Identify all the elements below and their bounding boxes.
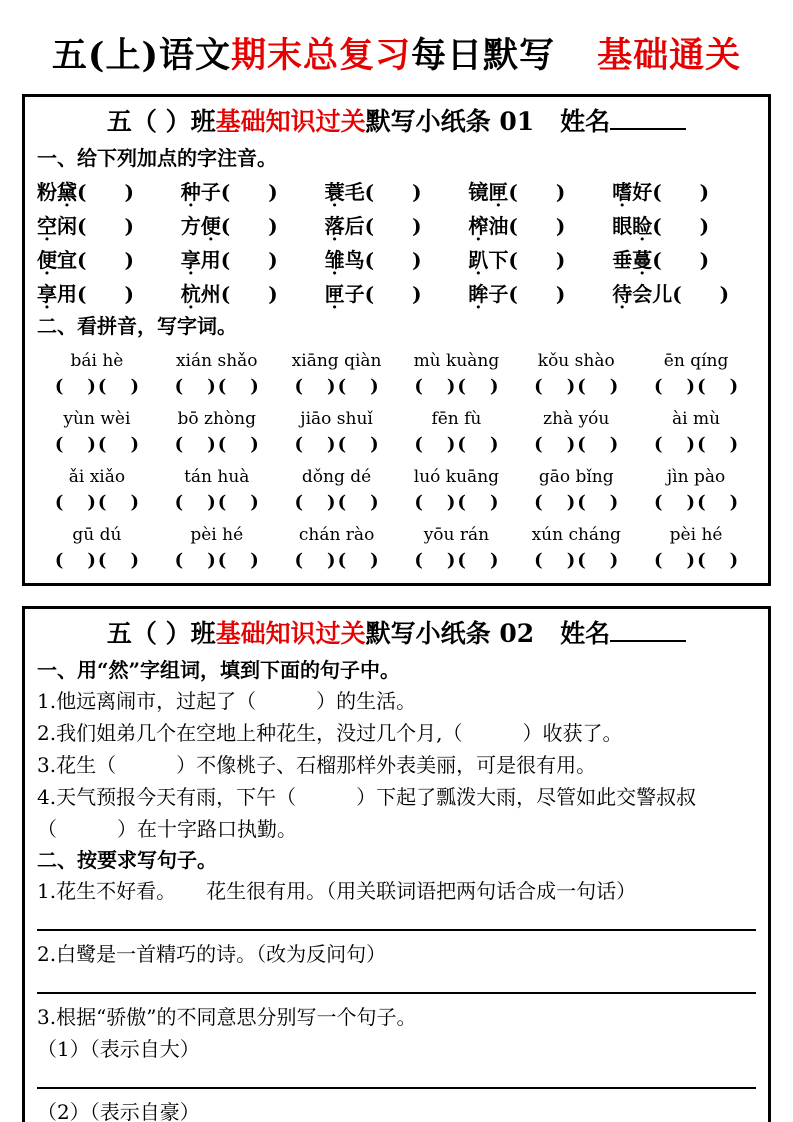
phonetic-answer-blank[interactable]: ( ) [508, 180, 566, 204]
dotted-char: 便 [37, 248, 57, 272]
word-text: 榨油 [468, 214, 509, 238]
phonetic-answer-blank[interactable]: ( ) [364, 282, 422, 306]
word-text: 眼睑 [612, 214, 653, 238]
pinyin-text: zhà yóu [543, 409, 610, 429]
phonetic-answer-blank[interactable]: ( ) [672, 282, 730, 306]
character-blank-pair [516, 549, 636, 573]
character-blank[interactable]: ( ) [654, 376, 696, 397]
character-blank-pair [37, 549, 157, 573]
sentence-task: 3.根据“骄傲”的不同意思分别写一个句子。 [37, 1005, 417, 1029]
word-text: 匣子 [324, 282, 365, 306]
card-02-section-1-heading: 一、用“然”字组词，填到下面的句子中。 [37, 658, 401, 682]
character-blank[interactable]: ( ) [534, 550, 576, 571]
pinyin-text: xián shǎo [175, 351, 258, 371]
character-blank-pair [277, 433, 397, 457]
pinyin-text: jiāo shuǐ [300, 409, 373, 429]
word-text: 便宜 [37, 248, 77, 272]
pinyin-text: xún cháng [531, 525, 621, 545]
phonetic-answer-blank[interactable]: ( ) [508, 214, 566, 238]
word-text: 空闲 [37, 214, 77, 238]
phonetic-answer-blank[interactable]: ( ) [364, 214, 422, 238]
character-blank[interactable]: ( ) [174, 550, 216, 571]
card-01-title [37, 105, 756, 139]
dotted-char: 睑 [632, 214, 653, 238]
phonetic-answer-blank[interactable]: ( ) [364, 180, 422, 204]
pinyin-text: gāo bǐng [538, 467, 614, 487]
character-blank[interactable]: ( ) [97, 376, 139, 397]
title-black-2: 每日默写 [411, 35, 556, 76]
dotted-char: 榨 [468, 214, 489, 238]
phonetic-answer-blank[interactable]: ( ) [77, 180, 134, 204]
word-item [325, 282, 469, 306]
dotted-char: 种 [180, 180, 201, 204]
character-blank[interactable]: ( ) [217, 376, 259, 397]
word-item [612, 214, 756, 238]
character-blank[interactable]: ( ) [217, 492, 259, 513]
word-text: 种子 [180, 180, 221, 204]
character-blank-pair [397, 375, 517, 399]
phonetic-answer-blank[interactable]: ( ) [220, 282, 278, 306]
character-blank-pair [636, 491, 756, 515]
character-blank[interactable]: ( ) [697, 492, 739, 513]
character-blank-pair [37, 375, 157, 399]
pinyin-text: yōu rán [423, 525, 490, 545]
character-blank[interactable]: ( ) [457, 434, 499, 455]
character-blank[interactable]: ( ) [294, 376, 336, 397]
phonetic-answer-blank[interactable]: ( ) [77, 282, 134, 306]
character-blank[interactable]: ( ) [457, 376, 499, 397]
character-blank[interactable]: ( ) [654, 434, 696, 455]
phonetic-answer-blank[interactable]: ( ) [220, 180, 278, 204]
character-blank[interactable]: ( ) [457, 550, 499, 571]
page-title [22, 28, 771, 78]
character-blank[interactable]: ( ) [337, 376, 379, 397]
word-text: 眸子 [468, 282, 509, 306]
character-blank-pair [157, 549, 277, 573]
pinyin-grid [37, 350, 756, 573]
dotted-char: 眸 [468, 282, 489, 306]
word-text: 落后 [324, 214, 365, 238]
card-01-name-label: 姓名 [560, 107, 611, 136]
character-blank[interactable]: ( ) [54, 550, 96, 571]
character-blank[interactable]: ( ) [294, 492, 336, 513]
character-blank-pair [516, 433, 636, 457]
dotted-char: 待 [612, 282, 633, 306]
character-blank[interactable]: ( ) [337, 550, 379, 571]
word-text: 方便 [180, 214, 221, 238]
word-item [181, 214, 325, 238]
pinyin-text: luó kuāng [413, 467, 500, 487]
sentence-task: 2.白鹭是一首精巧的诗。（改为反问句） [37, 942, 387, 966]
dotted-char: 享 [37, 282, 57, 306]
character-blank[interactable]: ( ) [577, 492, 619, 513]
character-blank-pair [397, 549, 517, 573]
character-blank-pair [516, 375, 636, 399]
word-item [468, 248, 612, 272]
phonetic-answer-blank[interactable]: ( ) [652, 214, 710, 238]
phonetic-answer-blank[interactable]: ( ) [652, 180, 710, 204]
word-text: 蓑毛 [324, 180, 365, 204]
dotted-char: 落 [324, 214, 345, 238]
pinyin-text: xiāng qiàn [291, 351, 382, 371]
pinyin-text: bō zhòng [177, 409, 256, 429]
pinyin-row [37, 350, 756, 372]
pinyin-text: pèi hé [669, 525, 723, 545]
word-text: 雏鸟 [324, 248, 365, 272]
character-blank[interactable]: ( ) [697, 550, 739, 571]
card-01-title-rest: 默写小纸条 01 [365, 107, 535, 136]
fill-in-items [37, 685, 756, 845]
character-blank[interactable]: ( ) [217, 550, 259, 571]
pinyin-text: dǒng dé [301, 467, 372, 487]
character-blank[interactable]: ( ) [54, 492, 96, 513]
fill-sentence: 1.他远离闹市，过起了（ ）的生活。 [37, 689, 417, 713]
character-blank-pair [157, 433, 277, 457]
answer-line[interactable] [37, 1065, 756, 1089]
character-blank-pair [37, 433, 157, 457]
word-text: 镜匣 [468, 180, 509, 204]
title-red-2: 基础通关 [597, 35, 742, 76]
character-blank-pair [277, 375, 397, 399]
phonetic-answer-blank[interactable]: ( ) [508, 248, 566, 272]
pinyin-row [37, 524, 756, 546]
character-blank[interactable]: ( ) [577, 434, 619, 455]
dotted-char: 空 [37, 214, 57, 238]
word-item [325, 214, 469, 238]
character-blank-pair [397, 433, 517, 457]
word-item [181, 282, 325, 306]
title-red-1: 期末总复习 [231, 35, 412, 76]
word-item [612, 180, 756, 204]
pinyin-text: mù kuàng [413, 351, 500, 371]
dotted-char: 匣 [488, 180, 509, 204]
card-02-title-rest: 默写小纸条 02 [365, 619, 535, 648]
card-02-name-label: 姓名 [560, 619, 611, 648]
character-blank[interactable]: ( ) [414, 434, 456, 455]
character-blank[interactable]: ( ) [294, 550, 336, 571]
pinyin-text: tán huà [184, 467, 250, 487]
character-blank[interactable]: ( ) [534, 376, 576, 397]
dotted-char: 便 [200, 214, 221, 238]
pinyin-text: fēn fù [431, 409, 482, 429]
pinyin-text: gū dú [72, 525, 122, 545]
card-02-section-2-heading: 二、按要求写句子。 [37, 848, 217, 872]
word-text: 嗜好 [612, 180, 653, 204]
phonetic-answer-blank[interactable]: ( ) [508, 282, 566, 306]
dotted-char: 雏 [324, 248, 345, 272]
character-blank[interactable]: ( ) [414, 492, 456, 513]
pinyin-text: pèi hé [190, 525, 244, 545]
word-text: 享用 [180, 248, 221, 272]
card-01-section-2-heading: 二、看拼音，写字词。 [37, 314, 237, 338]
character-blank[interactable]: ( ) [654, 492, 696, 513]
phonetic-answer-blank[interactable]: ( ) [364, 248, 422, 272]
answer-line[interactable] [37, 907, 756, 931]
worksheet-card-02 [22, 606, 771, 1122]
character-blank[interactable]: ( ) [577, 376, 619, 397]
pinyin-text: chán rào [298, 525, 375, 545]
character-blank-pair [277, 549, 397, 573]
card-01-name-blank[interactable] [610, 110, 686, 130]
pinyin-text: kǒu shào [537, 351, 615, 371]
dotted-char: 趴 [468, 248, 489, 272]
character-blank[interactable]: ( ) [294, 434, 336, 455]
phonetic-answer-blank[interactable]: ( ) [77, 248, 134, 272]
pinyin-text: ēn qíng [663, 351, 729, 371]
dotted-char: 黛 [57, 180, 77, 204]
word-item [468, 214, 612, 238]
character-blank[interactable]: ( ) [414, 550, 456, 571]
sentence-task: （2）（表示自豪） [37, 1100, 200, 1122]
word-grid [37, 180, 756, 306]
character-blank-row [37, 375, 756, 399]
character-blank[interactable]: ( ) [534, 492, 576, 513]
word-text: 杭州 [180, 282, 221, 306]
card-01-class-blank: 五（ ）班 [106, 107, 216, 136]
pinyin-text: ài mù [672, 409, 721, 429]
character-blank[interactable]: ( ) [534, 434, 576, 455]
word-item [37, 214, 181, 238]
dotted-char: 匣 [324, 282, 345, 306]
word-item [181, 248, 325, 272]
character-blank[interactable]: ( ) [217, 434, 259, 455]
pinyin-text: bái hè [70, 351, 124, 371]
card-01-section-1-heading: 一、给下列加点的字注音。 [37, 146, 277, 170]
card-02-class-blank: 五（ ）班 [106, 619, 216, 648]
fill-sentence: 3.花生（ ）不像桃子、石榴那样外表美丽，可是很有用。 [37, 753, 597, 777]
character-blank-row [37, 433, 756, 457]
word-item [468, 282, 612, 306]
dotted-char: 享 [180, 248, 201, 272]
word-item [181, 180, 325, 204]
sentence-items [37, 875, 756, 1122]
word-text: 待会儿 [612, 282, 673, 306]
fill-sentence: 4.天气预报今天有雨，下午（ ）下起了瓢泼大雨，尽管如此交警叔叔（ ）在十字路口执勤。 [37, 785, 697, 841]
word-item [37, 248, 181, 272]
pinyin-text: yùn wèi [63, 409, 131, 429]
word-text: 趴下 [468, 248, 509, 272]
word-item [612, 248, 756, 272]
character-blank-pair [636, 375, 756, 399]
character-blank[interactable]: ( ) [697, 434, 739, 455]
pinyin-row [37, 408, 756, 430]
word-item [37, 180, 181, 204]
character-blank[interactable]: ( ) [697, 376, 739, 397]
character-blank-pair [636, 549, 756, 573]
character-blank[interactable]: ( ) [337, 434, 379, 455]
character-blank-pair [37, 491, 157, 515]
pinyin-text: ǎi xiǎo [68, 467, 126, 487]
character-blank[interactable]: ( ) [174, 492, 216, 513]
character-blank[interactable]: ( ) [97, 434, 139, 455]
character-blank[interactable]: ( ) [54, 376, 96, 397]
character-blank[interactable]: ( ) [174, 434, 216, 455]
card-02-title-highlight: 基础知识过关 [215, 619, 366, 648]
phonetic-answer-blank[interactable]: ( ) [220, 248, 278, 272]
dotted-char: 蔓 [632, 248, 653, 272]
character-blank-pair [636, 433, 756, 457]
dotted-char: 杭 [180, 282, 201, 306]
fill-sentence: 2.我们姐弟几个在空地上种花生，没过几个月,（ ）收获了。 [37, 721, 623, 745]
sentence-task: （1）（表示自大） [37, 1037, 200, 1061]
character-blank[interactable]: ( ) [174, 376, 216, 397]
word-text: 粉黛 [37, 180, 77, 204]
phonetic-answer-blank[interactable]: ( ) [220, 214, 278, 238]
card-01-title-highlight: 基础知识过关 [215, 107, 366, 136]
phonetic-answer-blank[interactable]: ( ) [652, 248, 710, 272]
worksheet-card-01 [22, 94, 771, 586]
sentence-task: 1.花生不好看。 花生很有用。（用关联词语把两句话合成一句话） [37, 879, 637, 903]
character-blank[interactable]: ( ) [414, 376, 456, 397]
character-blank[interactable]: ( ) [97, 492, 139, 513]
word-item [325, 248, 469, 272]
card-02-name-blank[interactable] [610, 622, 686, 642]
character-blank-row [37, 491, 756, 515]
pinyin-text: jìn pào [666, 467, 726, 487]
character-blank[interactable]: ( ) [654, 550, 696, 571]
word-item [612, 282, 756, 306]
word-item [468, 180, 612, 204]
character-blank[interactable]: ( ) [97, 550, 139, 571]
answer-line[interactable] [37, 970, 756, 994]
phonetic-answer-blank[interactable]: ( ) [77, 214, 134, 238]
character-blank-pair [516, 491, 636, 515]
title-black-1: 五(上)语文 [51, 35, 232, 76]
dotted-char: 蓑 [324, 180, 345, 204]
word-text: 享用 [37, 282, 77, 306]
pinyin-row [37, 466, 756, 488]
word-text: 垂蔓 [612, 248, 653, 272]
character-blank[interactable]: ( ) [577, 550, 619, 571]
character-blank[interactable]: ( ) [54, 434, 96, 455]
word-item [325, 180, 469, 204]
character-blank-pair [157, 375, 277, 399]
card-02-title [37, 617, 756, 651]
character-blank-pair [397, 491, 517, 515]
character-blank-pair [157, 491, 277, 515]
character-blank-pair [277, 491, 397, 515]
dotted-char: 嗜 [612, 180, 633, 204]
character-blank[interactable]: ( ) [337, 492, 379, 513]
character-blank[interactable]: ( ) [457, 492, 499, 513]
word-item [37, 282, 181, 306]
character-blank-row [37, 549, 756, 573]
